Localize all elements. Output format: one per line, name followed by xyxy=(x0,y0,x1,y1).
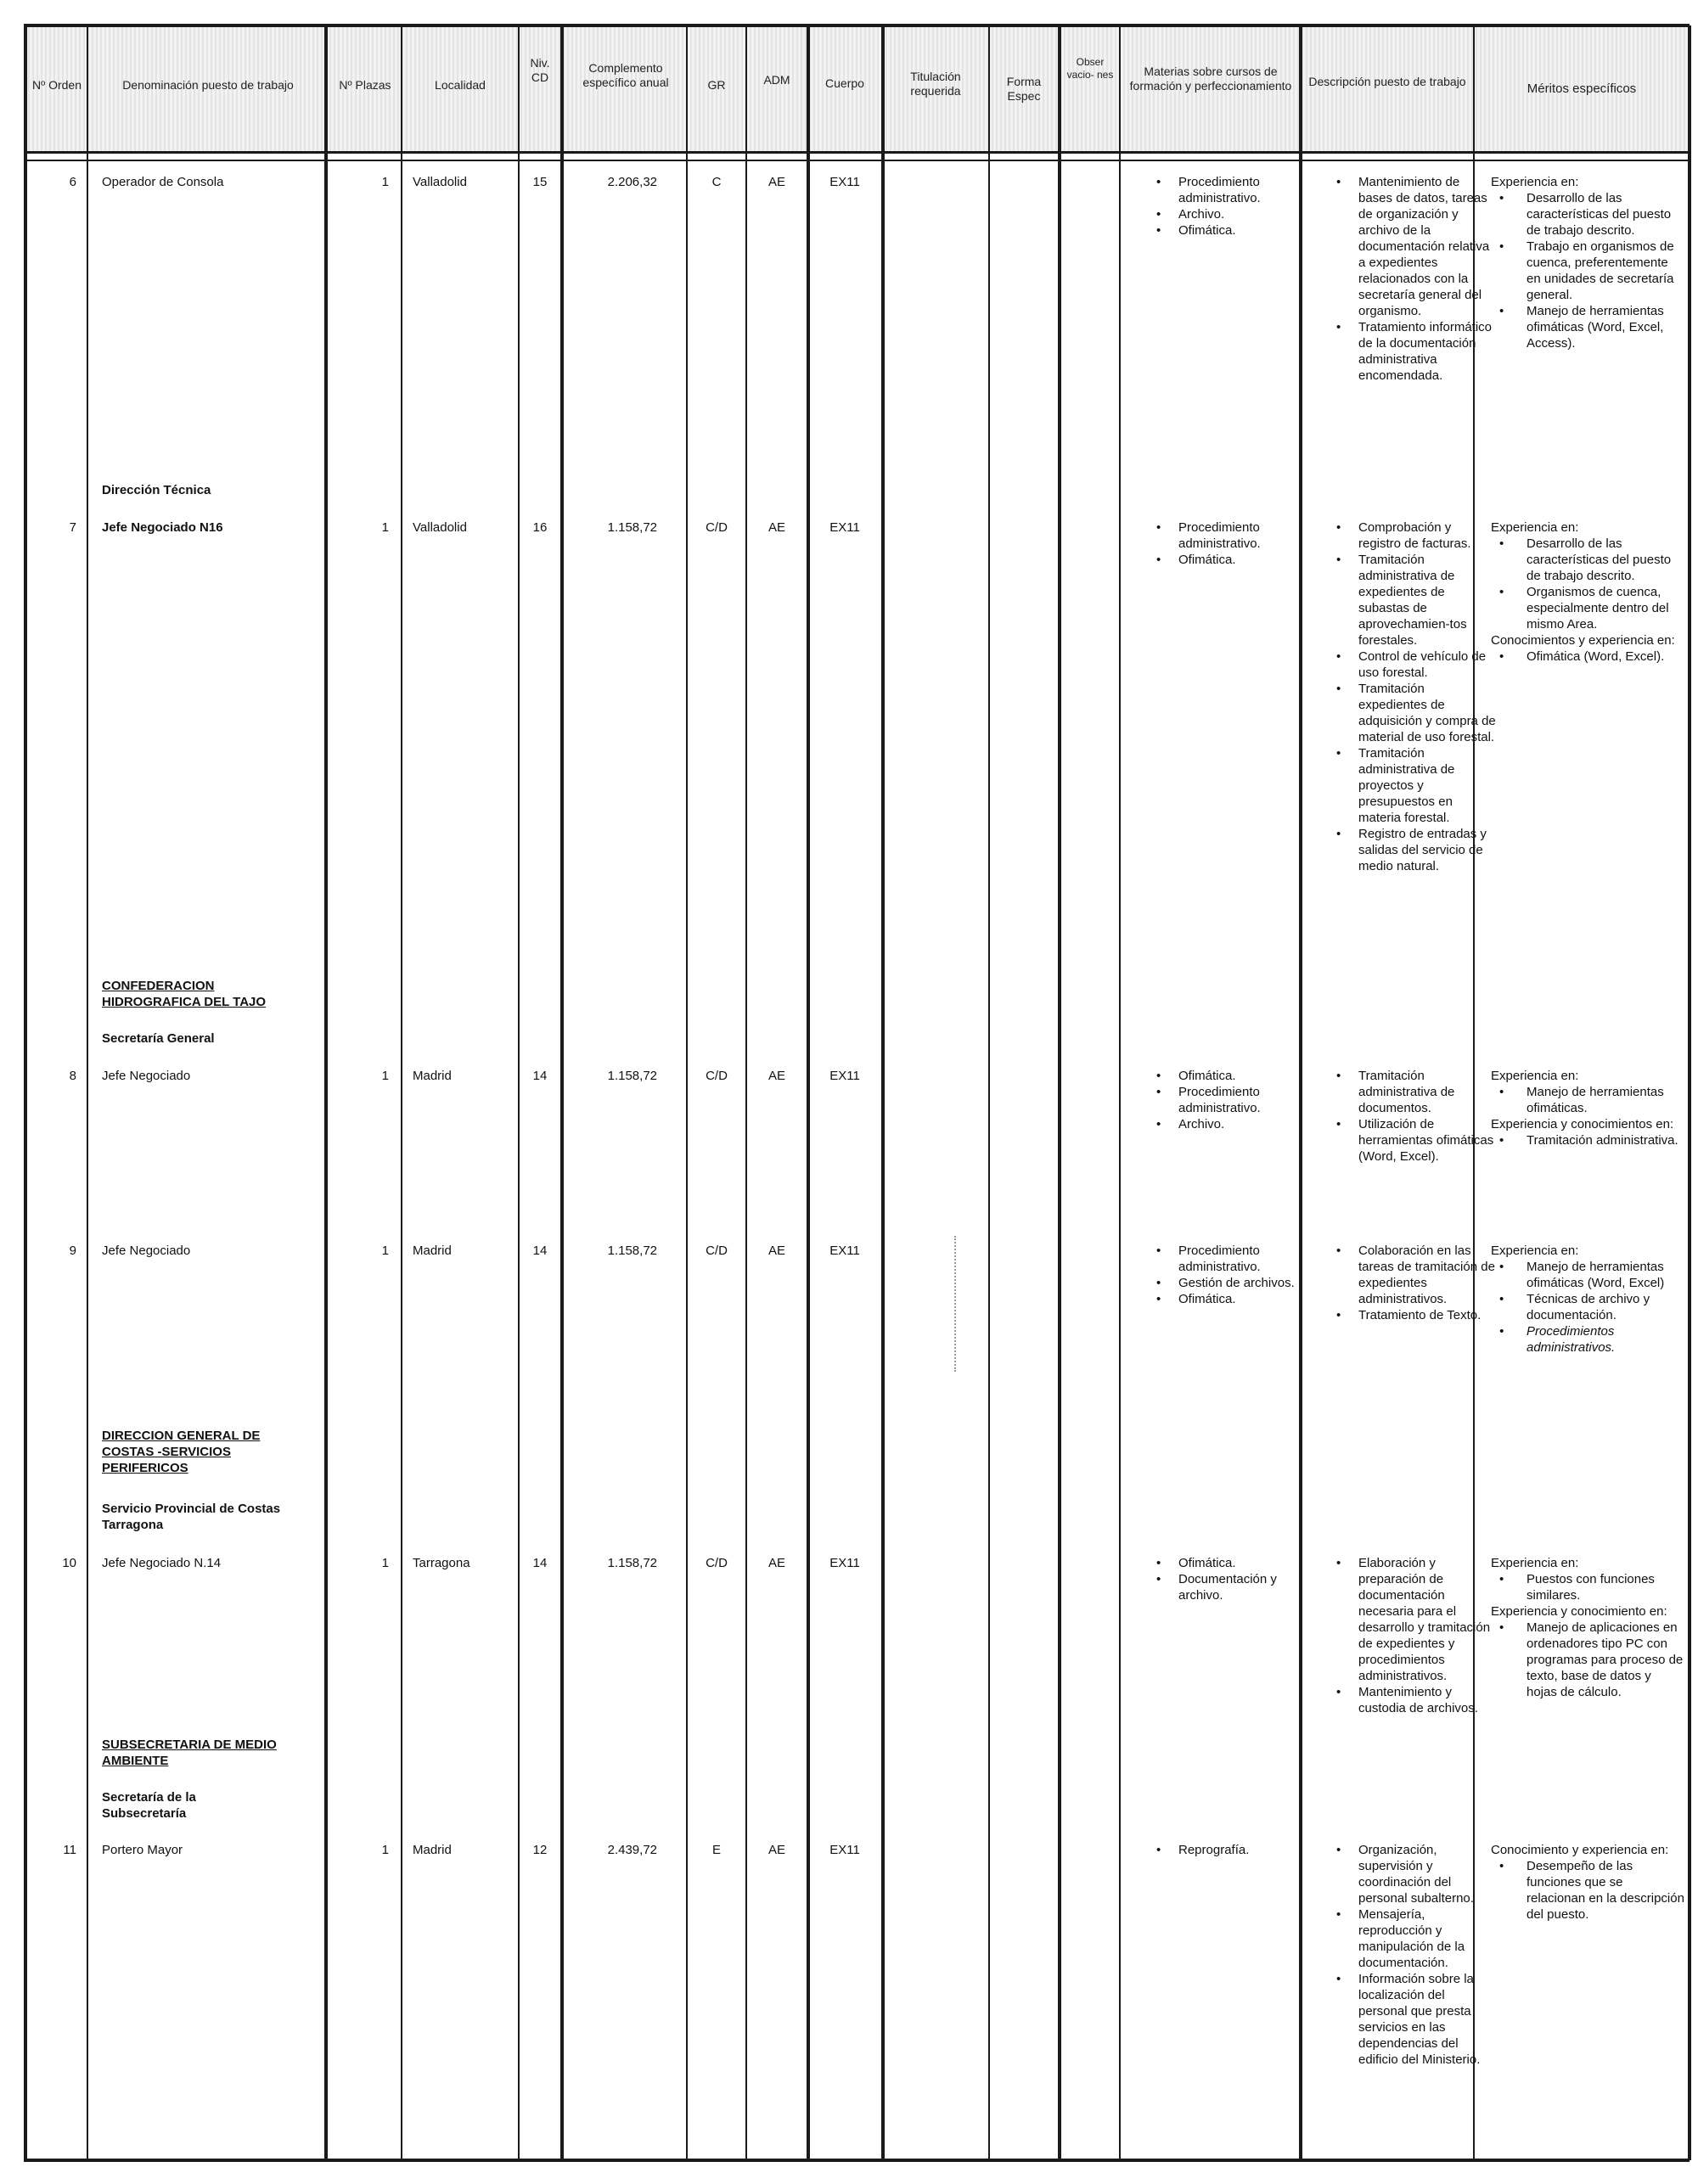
row-7-plazas: 1 xyxy=(381,520,389,535)
descripcion-item: • Tramitación expedientes de adquisición y compra de material de uso forestal. xyxy=(1358,681,1496,745)
row-6-materias xyxy=(1153,174,1319,239)
meritos-intro: Experiencia y conocimientos en: xyxy=(1491,1117,1674,1131)
row-11-meritos xyxy=(1491,1842,1684,1923)
header-plazas: Nº Plazas xyxy=(339,78,391,92)
row-10-nivel: 14 xyxy=(532,1556,548,1570)
materia-item: • Archivo. xyxy=(1178,206,1319,222)
header-bottom-border-2 xyxy=(24,160,1690,161)
row-11-cuerpo: EX11 xyxy=(829,1843,860,1857)
materia-item: • Procedimiento administrativo. xyxy=(1178,519,1319,552)
row-10-gr: C/D xyxy=(706,1556,728,1570)
row-7-meritos xyxy=(1491,519,1684,665)
descripcion-item: • Tratamiento de Texto. xyxy=(1358,1307,1496,1323)
meritos-intro: Experiencia en: xyxy=(1491,520,1579,535)
merito-item: • Organismos de cuenca, especialmente dentro del mismo Area. xyxy=(1527,584,1684,632)
row-10-meritos xyxy=(1491,1555,1684,1700)
materia-item: • Archivo. xyxy=(1178,1116,1319,1132)
col-border xyxy=(1688,25,1691,2160)
meritos-intro: Experiencia en: xyxy=(1491,1069,1579,1083)
materia-item: • Ofimática. xyxy=(1178,1291,1319,1307)
row-7-descripcion xyxy=(1333,519,1496,874)
section-subsecretaria: SUBSECRETARIA DE MEDIO AMBIENTE xyxy=(102,1738,277,1768)
row-9-gr: C/D xyxy=(706,1244,728,1258)
merito-item: • Manejo de herramientas ofimáticas (Word, Excel, Access). xyxy=(1527,303,1684,351)
row-7-gr: C/D xyxy=(706,520,728,535)
row-11-orden: 11 xyxy=(63,1843,76,1857)
row-10-adm: AE xyxy=(767,1556,785,1570)
col-border xyxy=(87,25,88,2160)
row-7-cuerpo: EX11 xyxy=(829,520,860,535)
row-6-meritos xyxy=(1491,174,1684,351)
meritos-intro: Conocimientos y experiencia en: xyxy=(1491,633,1675,648)
row-7-localidad: Valladolid xyxy=(413,520,467,535)
materia-item: • Reprografía. xyxy=(1178,1842,1319,1858)
materia-item: • Documentación y archivo. xyxy=(1178,1571,1319,1603)
row-10-plazas: 1 xyxy=(381,1556,389,1570)
descripcion-item: • Tratamiento informático de la documentación administrativa encomendada. xyxy=(1358,319,1496,384)
row-8-complemento: 1.158,72 xyxy=(607,1069,657,1083)
row-8-nivel: 14 xyxy=(532,1069,548,1083)
row-6-descripcion xyxy=(1333,174,1496,384)
row-9-complemento: 1.158,72 xyxy=(607,1244,657,1258)
row-7-adm: AE xyxy=(767,520,785,535)
col-border xyxy=(745,25,747,2160)
header-cuerpo: Cuerpo xyxy=(825,76,864,90)
meritos-intro: Experiencia en: xyxy=(1491,1556,1579,1570)
row-9-localidad: Madrid xyxy=(413,1244,452,1258)
section-direccion-tecnica: Dirección Técnica xyxy=(102,483,211,497)
row-8-gr: C/D xyxy=(706,1069,728,1083)
section-confederacion: CONFEDERACION HIDROGRAFICA DEL TAJO xyxy=(102,979,267,1009)
col-border xyxy=(518,25,520,2160)
descripcion-item: • Tramitación administrativa de expedientes de subastas de aprovechamien-tos forestales. xyxy=(1358,552,1496,648)
row-6-gr: C xyxy=(711,175,722,189)
descripcion-item: • Elaboración y preparación de documentación necesaria para el desarrollo y tramitación de expedientes y procedimientos administrativos. xyxy=(1358,1555,1496,1684)
section-direccion-costas: DIRECCION GENERAL DE COSTAS -SERVICIOS PERIFERICOS xyxy=(102,1429,261,1475)
descripcion-item: • Mantenimiento de bases de datos, tareas de organización y archivo de la documentación relativa a expedientes relacionados con la secretaría general del organismo. xyxy=(1358,174,1496,319)
row-7-denominacion: Jefe Negociado N16 xyxy=(102,520,223,535)
header-titulacion: Titulación requerida xyxy=(910,70,961,98)
row-9-adm: AE xyxy=(767,1244,785,1258)
row-8-plazas: 1 xyxy=(381,1069,389,1083)
header-nivel: Niv. CD xyxy=(530,56,550,84)
row-10-materias xyxy=(1153,1555,1319,1603)
row-8-localidad: Madrid xyxy=(413,1069,452,1083)
materia-item: • Ofimática. xyxy=(1178,1555,1319,1571)
materia-item: • Procedimiento administrativo. xyxy=(1178,1084,1319,1116)
col-border xyxy=(560,25,564,2160)
materia-item: • Gestión de archivos. xyxy=(1178,1275,1319,1291)
row-8-cuerpo: EX11 xyxy=(829,1069,860,1083)
header-orden: Nº Orden xyxy=(31,78,82,92)
merito-item: • Manejo de herramientas ofimáticas (Word, Excel) xyxy=(1527,1259,1684,1291)
materia-item: • Procedimiento administrativo. xyxy=(1178,174,1319,206)
row-8-materias xyxy=(1153,1068,1319,1132)
header-forma: Forma Espec xyxy=(1006,75,1042,103)
col-border xyxy=(1119,25,1121,2160)
merito-item: • Desarrollo de las características del puesto de trabajo descrito. xyxy=(1527,190,1684,239)
row-11-adm: AE xyxy=(767,1843,785,1857)
row-10-denominacion: Jefe Negociado N.14 xyxy=(102,1556,222,1570)
section-servicio-tarragona: Servicio Provincial de Costas Tarragona xyxy=(102,1502,281,1532)
header-meritos: Méritos específicos xyxy=(1527,81,1637,96)
merito-item: • Tramitación administrativa. xyxy=(1527,1132,1684,1148)
row-8-meritos xyxy=(1491,1068,1684,1148)
row-11-complemento: 2.439,72 xyxy=(607,1843,657,1857)
col-border xyxy=(324,25,328,2160)
row-7-orden: 7 xyxy=(69,520,76,535)
row-9-nivel: 14 xyxy=(532,1244,548,1258)
row-10-localidad: Tarragona xyxy=(413,1556,470,1570)
table-bottom-border xyxy=(24,2159,1690,2162)
row-7-materias xyxy=(1153,519,1319,568)
descripcion-item: • Tramitación administrativa de proyectos y presupuestos en materia forestal. xyxy=(1358,745,1496,826)
descripcion-item: • Tramitación administrativa de documentos. xyxy=(1358,1068,1496,1116)
row-9-materias xyxy=(1153,1243,1319,1307)
row-6-complemento: 2.206,32 xyxy=(607,175,657,189)
row-10-descripcion xyxy=(1333,1555,1496,1716)
row-9-denominacion: Jefe Negociado xyxy=(102,1244,191,1258)
row-8-denominacion: Jefe Negociado xyxy=(102,1069,191,1083)
header-localidad: Localidad xyxy=(435,78,486,92)
merito-item: • Ofimática (Word, Excel). xyxy=(1527,648,1684,665)
descripcion-item: • Control de vehículo de uso forestal. xyxy=(1358,648,1496,681)
meritos-intro: Experiencia y conocimiento en: xyxy=(1491,1604,1667,1619)
row-9-descripcion xyxy=(1333,1243,1496,1323)
row-11-descripcion xyxy=(1333,1842,1496,2068)
row-10-complemento: 1.158,72 xyxy=(607,1556,657,1570)
header-descripcion: Descripción puesto de trabajo xyxy=(1308,75,1466,88)
materia-item: • Ofimática. xyxy=(1178,222,1319,239)
materia-item: • Procedimiento administrativo. xyxy=(1178,1243,1319,1275)
row-11-nivel: 12 xyxy=(532,1843,548,1857)
header-materias: Materias sobre cursos de formación y perfeccionamiento xyxy=(1129,65,1292,93)
merito-item: • Desempeño de las funciones que se relacionan en la descripción del puesto. xyxy=(1527,1858,1684,1923)
row-6-cuerpo: EX11 xyxy=(829,175,860,189)
merito-item: • Puestos con funciones similares. xyxy=(1527,1571,1684,1603)
header-gr: GR xyxy=(707,78,726,92)
header-bottom-border xyxy=(24,151,1690,154)
col-border xyxy=(988,25,990,2160)
merito-item: • Trabajo en organismos de cuenca, preferentemente en unidades de secretaría general. xyxy=(1527,239,1684,303)
row-10-cuerpo: EX11 xyxy=(829,1556,860,1570)
row-9-meritos xyxy=(1491,1243,1684,1356)
header-denominacion: Denominación puesto de trabajo xyxy=(122,78,294,92)
col-border xyxy=(401,25,402,2160)
row-10-orden: 10 xyxy=(62,1556,76,1570)
meritos-intro: Conocimiento y experiencia en: xyxy=(1491,1843,1669,1857)
row-9-orden: 9 xyxy=(69,1244,76,1258)
merito-item: • Procedimientos administrativos. xyxy=(1527,1323,1684,1356)
row-11-gr: E xyxy=(711,1843,721,1857)
merito-item: • Técnicas de archivo y documentación. xyxy=(1527,1291,1684,1323)
meritos-intro: Experiencia en: xyxy=(1491,175,1579,189)
row-7-nivel: 16 xyxy=(532,520,548,535)
row-8-adm: AE xyxy=(767,1069,785,1083)
descripcion-item: • Comprobación y registro de facturas. xyxy=(1358,519,1496,552)
col-border xyxy=(686,25,688,2160)
section-secretaria-general: Secretaría General xyxy=(102,1031,215,1046)
row-6-plazas: 1 xyxy=(381,175,389,189)
col-border xyxy=(807,25,810,2160)
row-11-plazas: 1 xyxy=(381,1843,389,1857)
descripcion-item: • Mensajería, reproducción y manipulación de la documentación. xyxy=(1358,1906,1496,1971)
descripcion-item: • Colaboración en las tareas de tramitación de expedientes administrativos. xyxy=(1358,1243,1496,1307)
descripcion-item: • Utilización de herramientas ofimáticas (Word, Excel). xyxy=(1358,1116,1496,1165)
merito-item: • Manejo de aplicaciones en ordenadores tipo PC con programas para proceso de texto, base de datos y hojas de cálculo. xyxy=(1527,1620,1684,1700)
section-secretaria-subsecretaria: Secretaría de la Subsecretaría xyxy=(102,1790,196,1821)
merito-item: • Desarrollo de las características del puesto de trabajo descrito. xyxy=(1527,536,1684,584)
descripcion-item: • Mantenimiento y custodia de archivos. xyxy=(1358,1684,1496,1716)
row-6-adm: AE xyxy=(767,175,785,189)
materia-item: • Ofimática. xyxy=(1178,1068,1319,1084)
table-top-border xyxy=(24,24,1690,27)
descripcion-item: • Organización, supervisión y coordinación del personal subalterno. xyxy=(1358,1842,1496,1906)
row-9-plazas: 1 xyxy=(381,1244,389,1258)
meritos-intro: Experiencia en: xyxy=(1491,1244,1579,1258)
col-border xyxy=(881,25,885,2160)
col-border xyxy=(1058,25,1061,2160)
row-8-orden: 8 xyxy=(69,1069,76,1083)
merito-item: • Manejo de herramientas ofimáticas. xyxy=(1527,1084,1684,1116)
row-6-localidad: Valladolid xyxy=(413,175,467,189)
row-11-localidad: Madrid xyxy=(413,1843,452,1857)
row-6-nivel: 15 xyxy=(532,175,548,189)
row-8-descripcion xyxy=(1333,1068,1496,1165)
row-11-materias xyxy=(1153,1842,1319,1858)
header-observaciones: Obser vacio- nes xyxy=(1066,56,1114,81)
row-7-complemento: 1.158,72 xyxy=(607,520,657,535)
header-adm: ADM xyxy=(763,73,790,87)
row-11-denominacion: Portero Mayor xyxy=(102,1843,183,1857)
row-6-orden: 6 xyxy=(69,175,76,189)
header-complemento: Complemento específico anual xyxy=(582,61,669,89)
descripcion-item: • Información sobre la localización del personal que presta servicios en las dependencias del edificio del Ministerio. xyxy=(1358,1971,1496,2068)
materia-item: • Ofimática. xyxy=(1178,552,1319,568)
col-border xyxy=(24,25,27,2160)
scan-artifact-dots xyxy=(954,1236,959,1372)
row-6-denominacion: Operador de Consola xyxy=(102,175,224,189)
row-9-cuerpo: EX11 xyxy=(829,1244,860,1258)
descripcion-item: • Registro de entradas y salidas del servicio de medio natural. xyxy=(1358,826,1496,874)
